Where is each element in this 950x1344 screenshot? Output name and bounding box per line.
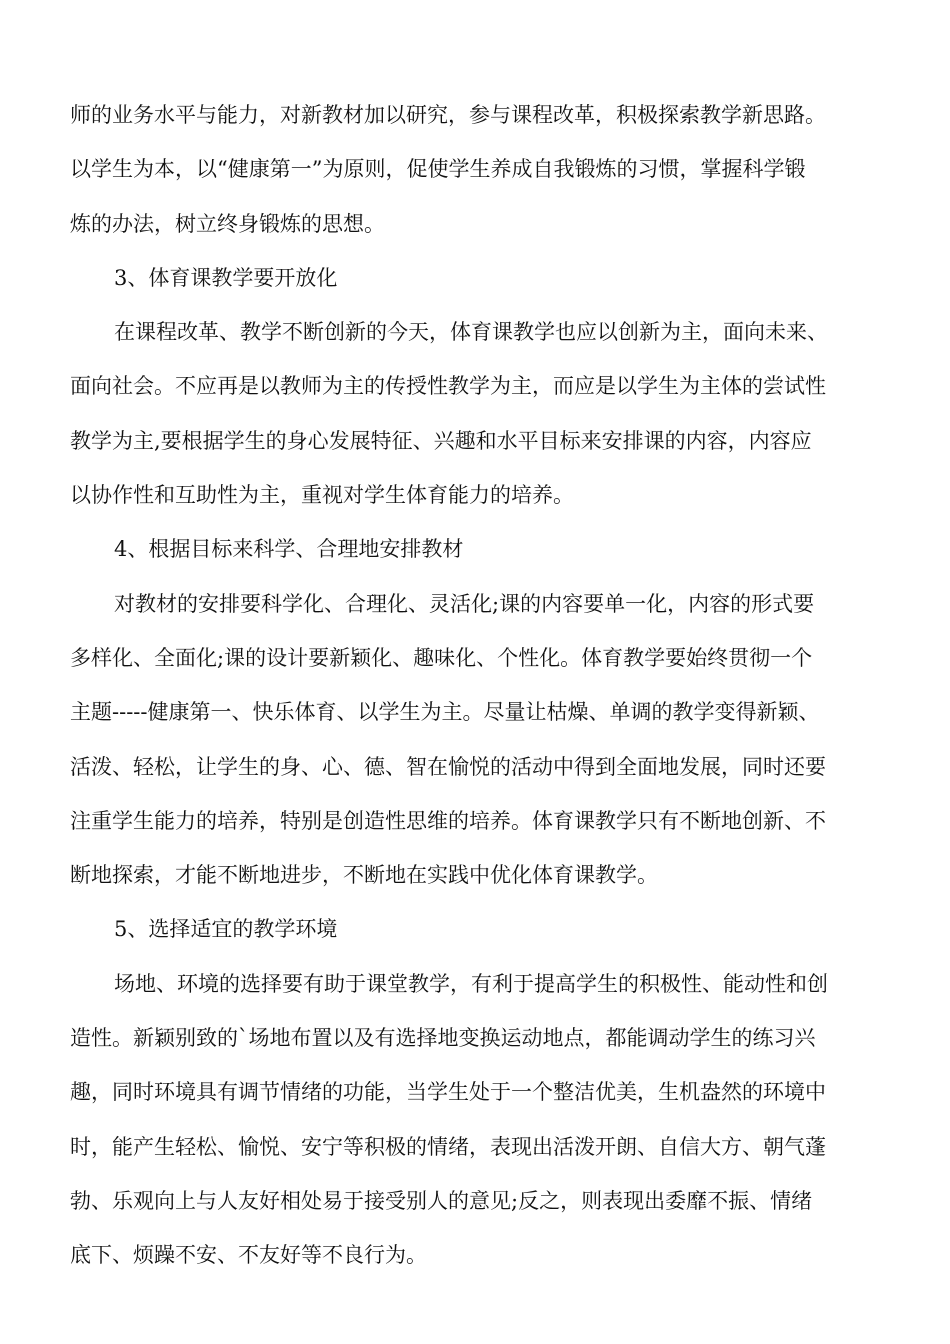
- text-line: 多样化、全面化;课的设计要新颖化、趣味化、个性化。体育教学要始终贯彻一个: [70, 645, 813, 670]
- text-line: 底下、烦躁不安、不友好等不良行为。: [70, 1243, 427, 1268]
- section-heading-3: 3、体育课教学要开放化: [114, 265, 338, 290]
- paragraph-start-line: 场地、环境的选择要有助于课堂教学，有利于提高学生的积极性、能动性和创: [114, 971, 828, 996]
- text-line: 以协作性和互助性为主，重视对学生体育能力的培养。: [70, 483, 574, 508]
- paragraph-start-line: 在课程改革、教学不断创新的今天，体育课教学也应以创新为主，面向未来、: [114, 320, 828, 345]
- text-line: 断地探索，才能不断地进步，不断地在实践中优化体育课教学。: [70, 863, 658, 888]
- text-line: 勃、乐观向上与人友好相处易于接受别人的意见;反之，则表现出委靡不振、情绪: [70, 1188, 813, 1213]
- text-line: 教学为主,要根据学生的身心发展特征、兴趣和水平目标来安排课的内容，内容应: [70, 428, 812, 453]
- text-line: 以学生为本，以“健康第一”为原则，促使学生养成自我锻炼的习惯，掌握科学锻: [70, 157, 806, 182]
- text-line: 面向社会。不应再是以教师为主的传授性教学为主，而应是以学生为主体的尝试性: [70, 374, 826, 399]
- text-line: 注重学生能力的培养，特别是创造性思维的培养。体育课教学只有不断地创新、不: [70, 808, 826, 833]
- text-line: 炼的办法，树立终身锻炼的思想。: [70, 211, 385, 236]
- text-line: 造性。新颖别致的`场地布置以及有选择地变换运动地点，都能调动学生的练习兴: [70, 1026, 816, 1051]
- section-heading-5: 5、选择适宜的教学环境: [114, 917, 338, 942]
- text-line: 活泼、轻松，让学生的身、心、德、智在愉悦的活动中得到全面地发展，同时还要: [70, 754, 826, 779]
- text-line: 时，能产生轻松、愉悦、安宁等积极的情绪，表现出活泼开朗、自信大方、朝气蓬: [70, 1134, 826, 1159]
- text-line: 师的业务水平与能力，对新教材加以研究，参与课程改革，积极探索教学新思路。: [70, 103, 826, 127]
- document-body: [70, 88, 885, 1283]
- section-heading-4: 4、根据目标来科学、合理地安排教材: [114, 537, 464, 562]
- paragraph-start-line: 对教材的安排要科学化、合理化、灵活化;课的内容要单一化，内容的形式要: [114, 591, 815, 616]
- text-line: 主题-----健康第一、快乐体育、以学生为主。尽量让枯燥、单调的教学变得新颖、: [70, 700, 820, 725]
- text-line: 趣，同时环境具有调节情绪的功能，当学生处于一个整洁优美，生机盎然的环境中: [70, 1080, 826, 1105]
